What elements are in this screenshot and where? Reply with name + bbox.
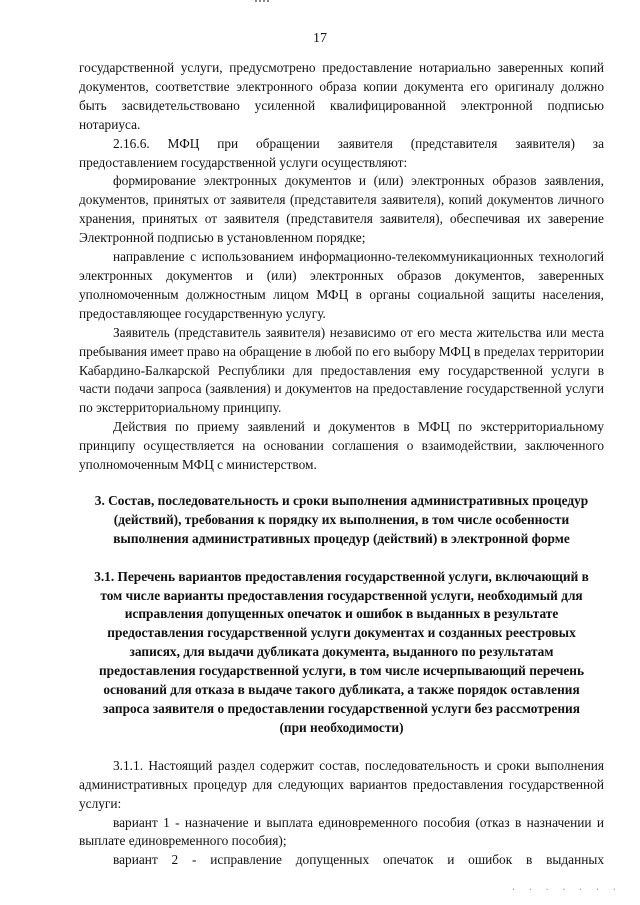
section-3-1-heading: 3.1. Перечень вариантов предоставления государственной услуги, включающий в том числе варианты предоставления государственной услуги, необходимый для исправления допущенных опечаток и ошибок в выданных в результате предоставления государственной услуги документах и созданных реестровых записях, для выдачи дубликата документа, выданного по результатам предоставления государственной услуги, в том числе исчерпывающий перечень оснований для отказа в выдаче такого дубликата, а также порядок оставления запроса заявителя о предоставлении государственной услуги без рассмотрения (при необходимости) bbox=[94, 568, 589, 735]
paragraph-extraterritorial: Действия по приему заявлений и документов в МФЦ по экстерриториальному принципу осуществляется на основании соглашения о взаимодействии, заключенного уполномоченным МФЦ с министерством. bbox=[79, 419, 604, 473]
paragraph-sending-documents: направление с использованием информационно-телекоммуникационных технологий электронных документов и (или) электронных образов документов, заверенных уполномоченным должностным лицом МФЦ в органы социальной защиты населения, предоставляющее государственную услугу. bbox=[79, 249, 604, 321]
scan-artifact-top bbox=[255, 0, 269, 5]
page-number: 17 bbox=[313, 31, 327, 46]
paragraph-3-1-1: 3.1.1. Настоящий раздел содержит состав, последовательность и сроки выполнения административных процедур для следующих вариантов предоставления государственной услуги: bbox=[79, 757, 604, 811]
paragraph-variant-2: вариант 2 - исправление допущенных опечаток и ошибок в выданных bbox=[113, 852, 604, 868]
paragraph-notary-copies: государственной услуги, предусмотрено предоставление нотариально заверенных копий документов, соответствие электронного образа копии документа его оригиналу должно быть засвидетельствовано усиленной квалифицированной электронной подписью нотариуса. bbox=[79, 60, 604, 132]
paragraph-applicant-rights: Заявитель (представитель заявителя) независимо от его места жительства или места пребывания имеет право на обращение в любой по его выбору МФЦ в пределах территории Кабардино-Балкарской Республики для предоставления ему государственной услуги в части подачи запроса (заявления) и документов на предоставление государственной услуги по экстерриториальному принципу. bbox=[79, 324, 604, 416]
document-body bbox=[79, 59, 604, 870]
paragraph-variant-1: вариант 1 - назначение и выплата единовременного пособия (отказ в назначении и выплате единовременного пособия); bbox=[79, 814, 604, 849]
paragraph-2-16-6: 2.16.6. МФЦ при обращении заявителя (представителя заявителя) за предоставлением государственной услуги осуществляют: bbox=[79, 135, 604, 170]
section-3-heading: 3. Состав, последовательность и сроки выполнения административных процедур (действий), требования к порядку их выполнения, в том числе особенности выполнения административных процедур (действий) в электронной форме bbox=[94, 492, 589, 546]
paragraph-forming-documents: формирование электронных документов и (или) электронных образов заявления, документов, принятых от заявителя (представителя заявителя), копий документов личного хранения, принятых от заявителя (представителя заявителя), обеспечивая их заверение Электронной подписью в установленном порядке; bbox=[79, 173, 604, 246]
scan-artifact-bottom: · · · · · · · bbox=[510, 885, 620, 895]
